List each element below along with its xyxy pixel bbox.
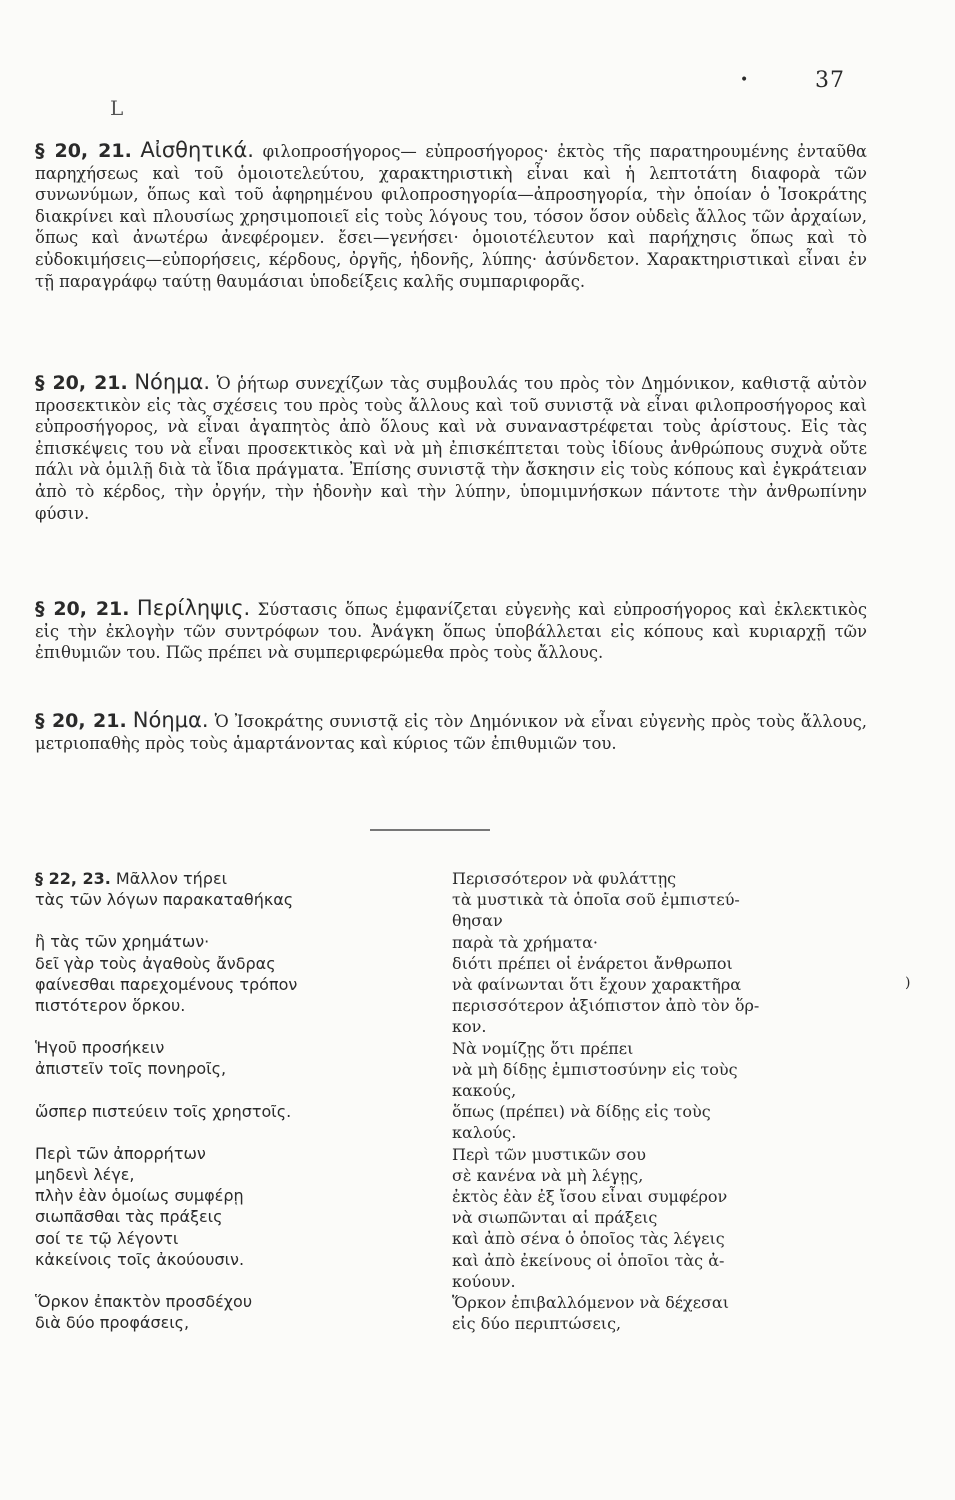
section-text: Σύστασις ὅπως ἐμφανίζεται εὐγενὴς καὶ εὐπροσήγορος καὶ ἐκλεκτικὸς εἰς τὴν ἐκλογὴν τῶν συντρόφων του. Ἀνάγκη ὅπως ὑποβάλλεται εἰς κόπους καὶ κυριαρχῇ τῶν ἐπιθυμιῶν του. Πῶς πρέπει νὰ συμπεριφερώμεθα πρὸς τοὺς ἄλλους.: [35, 600, 868, 663]
stanza-gap: [35, 1270, 420, 1291]
translation-column: [452, 868, 872, 1334]
translation-line: τὰ μυστικὰ τὰ ὁποῖα σοῦ ἐμπιστεύ-: [452, 890, 740, 910]
stray-dot: •: [740, 72, 749, 88]
passage-ref: § 22, 23.: [35, 869, 111, 888]
original-first-line: Μᾶλλον τήρει: [115, 869, 228, 888]
translation-line: περισσότερον ἀξιόπιστον ἀπὸ τὸν ὅρ-: [452, 996, 760, 1016]
original-line: Περὶ τῶν ἀπορρήτων: [35, 1143, 206, 1163]
page-number: 37: [815, 68, 845, 93]
original-line: σοί τε τῷ λέγοντι: [35, 1228, 179, 1248]
section-heading: Αἰσθητικά.: [140, 138, 254, 162]
translation-line: Περισσότερον νὰ φυλάττῃς: [452, 869, 677, 888]
translation-line: καλούς.: [452, 1123, 517, 1143]
original-line: Ἡγοῦ προσήκειν: [35, 1038, 165, 1058]
original-line: [35, 868, 420, 889]
translation-line: καὶ ἀπὸ ἐκείνους οἱ ὁποῖοι τὰς ἀ-: [452, 1250, 725, 1270]
stanza-gap: [35, 910, 420, 931]
section-heading: Περίληψις.: [136, 596, 251, 620]
translation-line: νὰ φαίνωνται ὅτι ἔχουν χαρακτῆρα: [452, 975, 742, 995]
original-line: διὰ δύο προφάσεις,: [35, 1313, 190, 1333]
original-line: πλὴν ἐὰν ὁμοίως συμφέρῃ: [35, 1186, 244, 1206]
section-divider: [370, 829, 490, 831]
original-line: ἢ τὰς τῶν χρημάτων·: [35, 932, 210, 952]
original-line: κἀκείνοις τοῖς ἀκούουσιν.: [35, 1249, 245, 1269]
original-text-column: [35, 868, 420, 1333]
translation-line: διότι πρέπει οἱ ἐνάρετοι ἄνθρωποι: [452, 953, 733, 973]
translation-line: κον.: [452, 1017, 487, 1037]
section-text: Ὁ Ἰσοκράτης συνιστᾷ εἰς τὸν Δημόνικον νὰ εἶναι εὐγενὴς πρὸς τοὺς ἄλλους, μετριοπαθὴς πρὸς τοὺς ἁμαρτάνοντας καὶ κύριος τῶν ἐπιθυμιῶν του.: [35, 712, 867, 753]
stanza-gap: [35, 1080, 420, 1101]
section-meaning-2: [35, 710, 867, 754]
translation-line: ἐκτὸς ἐὰν ἐξ ἴσου εἶναι συμφέρον: [452, 1187, 728, 1207]
section-ref: § 20, 21.: [35, 372, 128, 394]
translation-line: ὅπως (πρέπει) νὰ δίδῃς εἰς τοὺς: [452, 1102, 711, 1122]
translation-line: Ὅρκον ἐπιβαλλόμενον νὰ δέχεσαι: [452, 1293, 729, 1313]
section-meaning-1: [35, 372, 867, 524]
section-summary: [35, 598, 867, 664]
section-ref: § 20, 21.: [35, 140, 132, 162]
stanza-gap: [35, 1122, 420, 1143]
translation-line: θησαν: [452, 911, 503, 931]
translation-line: Νὰ νομίζῃς ὅτι πρέπει: [452, 1038, 634, 1058]
original-line: δεῖ γὰρ τοὺς ἀγαθοὺς ἄνδρας: [35, 953, 276, 973]
original-line: μηδενὶ λέγε,: [35, 1165, 135, 1185]
translation-line: Περὶ τῶν μυστικῶν σου: [452, 1144, 647, 1164]
original-lines: [35, 889, 420, 1333]
translation-line: σὲ κανένα νὰ μὴ λέγῃς,: [452, 1165, 644, 1185]
translation-line: καὶ ἀπὸ σένα ὁ ὁποῖος τὰς λέγεις: [452, 1229, 725, 1249]
original-line: πιστότερον ὅρκου.: [35, 996, 186, 1016]
stanza-gap: [35, 1016, 420, 1037]
section-text: φιλοπροσήγορος— εὐπροσήγορος· ἐκτὸς τῆς παρατηρουμένης ἐνταῦθα παρηχήσεως καὶ τοῦ ὁμοιοτελεύτου, χαρακτηριστικὴ εἶναι καὶ ἡ λεπτοτάτη διαφορὰ τῶν συνωνύμων, ὅπως καὶ τοῦ ἀφηρημένου φιλοπροσηγορία—ἀπροσηγορία, τὴν ὁποίαν ὁ Ἰσοκράτης διακρίνει καὶ πλουσίως χρησιμοποιεῖ εἰς τοὺς λόγους του, τόσον ὅσον οὐδεὶς ἄλλος τῶν ἀρχαίων, ὅπως καὶ ἀνωτέρω ἀνεφέρομεν. ἔσει—γενήσει· ὁμοιοτέλευτον καὶ παρήχησις ὅπως καὶ τὸ εὐδοκιμήσεις—εὐπορήσεις, κέρδους, ὀργῆς, ἡδονῆς, λύπης· ἀσύνδετον. Χαρακτηριστικαὶ εἶναι ἐν τῇ παραγράφῳ ταύτῃ θαυμάσιαι ὑποδείξεις καλῆς συμπαριφορᾶς.: [35, 142, 868, 291]
section-aesthetics: [35, 140, 867, 292]
translation-line: νὰ μὴ δίδῃς ἐμπιστοσύνην εἰς τοὺς: [452, 1059, 738, 1079]
translation-line: παρὰ τὰ χρήματα·: [452, 932, 598, 952]
translation-lines: [452, 868, 872, 1334]
section-ref: § 20, 21.: [35, 598, 130, 620]
original-line: φαίνεσθαι παρεχομένους τρόπον: [35, 974, 298, 994]
section-heading: Νόημα.: [134, 370, 211, 394]
original-line: ὥσπερ πιστεύειν τοῖς χρηστοῖς.: [35, 1101, 292, 1121]
section-text: Ὁ ῥήτωρ συνεχίζων τὰς συμβουλάς του πρὸς τὸν Δημόνικον, καθιστᾷ αὐτὸν προσεκτικὸν εἰς τὰς σχέσεις του πρὸς τοὺς ἄλλους καὶ τοῦ συνιστᾷ νὰ εἶναι φιλοπροσήγορος καὶ εὐπροσήγορος, νὰ εἶναι ἀγαπητὸς ἀπὸ ὅλους καὶ νὰ συναναστρέφεται τοὺς ἀρίστους. Εἰς τὰς ἐπισκέψεις του νὰ εἶναι προσεκτικὸς καὶ νὰ μὴ ἐπισκέπτεται τοὺς ἰδίους ἀνθρώπους συχνὰ οὔτε πάλι νὰ ὁμιλῇ διὰ τὰ ἴδια πράγματα. Ἐπίσης συνιστᾷ τὴν ἄσκησιν εἰς τοὺς κόπους καὶ ἐγκράτειαν ἀπὸ τὸ κέρδος, τὴν ὀργήν, τὴν ἡδονὴν καὶ τὴν λύπην, ὑπομιμνήσκων πάντοτε τὴν ἀνθρωπίνην φύσιν.: [35, 374, 868, 523]
margin-mark: L: [110, 96, 124, 120]
original-line: τὰς τῶν λόγων παρακαταθήκας: [35, 890, 294, 910]
section-heading: Νόημα.: [132, 708, 209, 732]
original-line: ἀπιστεῖν τοῖς πονηροῖς,: [35, 1059, 227, 1079]
translation-line: εἰς δύο περιπτώσεις,: [452, 1314, 622, 1334]
original-line: Ὅρκον ἐπακτὸν προσδέχου: [35, 1292, 253, 1312]
section-ref: § 20, 21.: [35, 710, 127, 732]
translation-line: κούουν.: [452, 1271, 516, 1291]
translation-line: κακούς,: [452, 1081, 517, 1101]
stray-paren: ): [905, 975, 911, 991]
translation-line: νὰ σιωπῶνται αἱ πράξεις: [452, 1208, 658, 1228]
original-line: σιωπᾶσθαι τὰς πράξεις: [35, 1207, 223, 1227]
